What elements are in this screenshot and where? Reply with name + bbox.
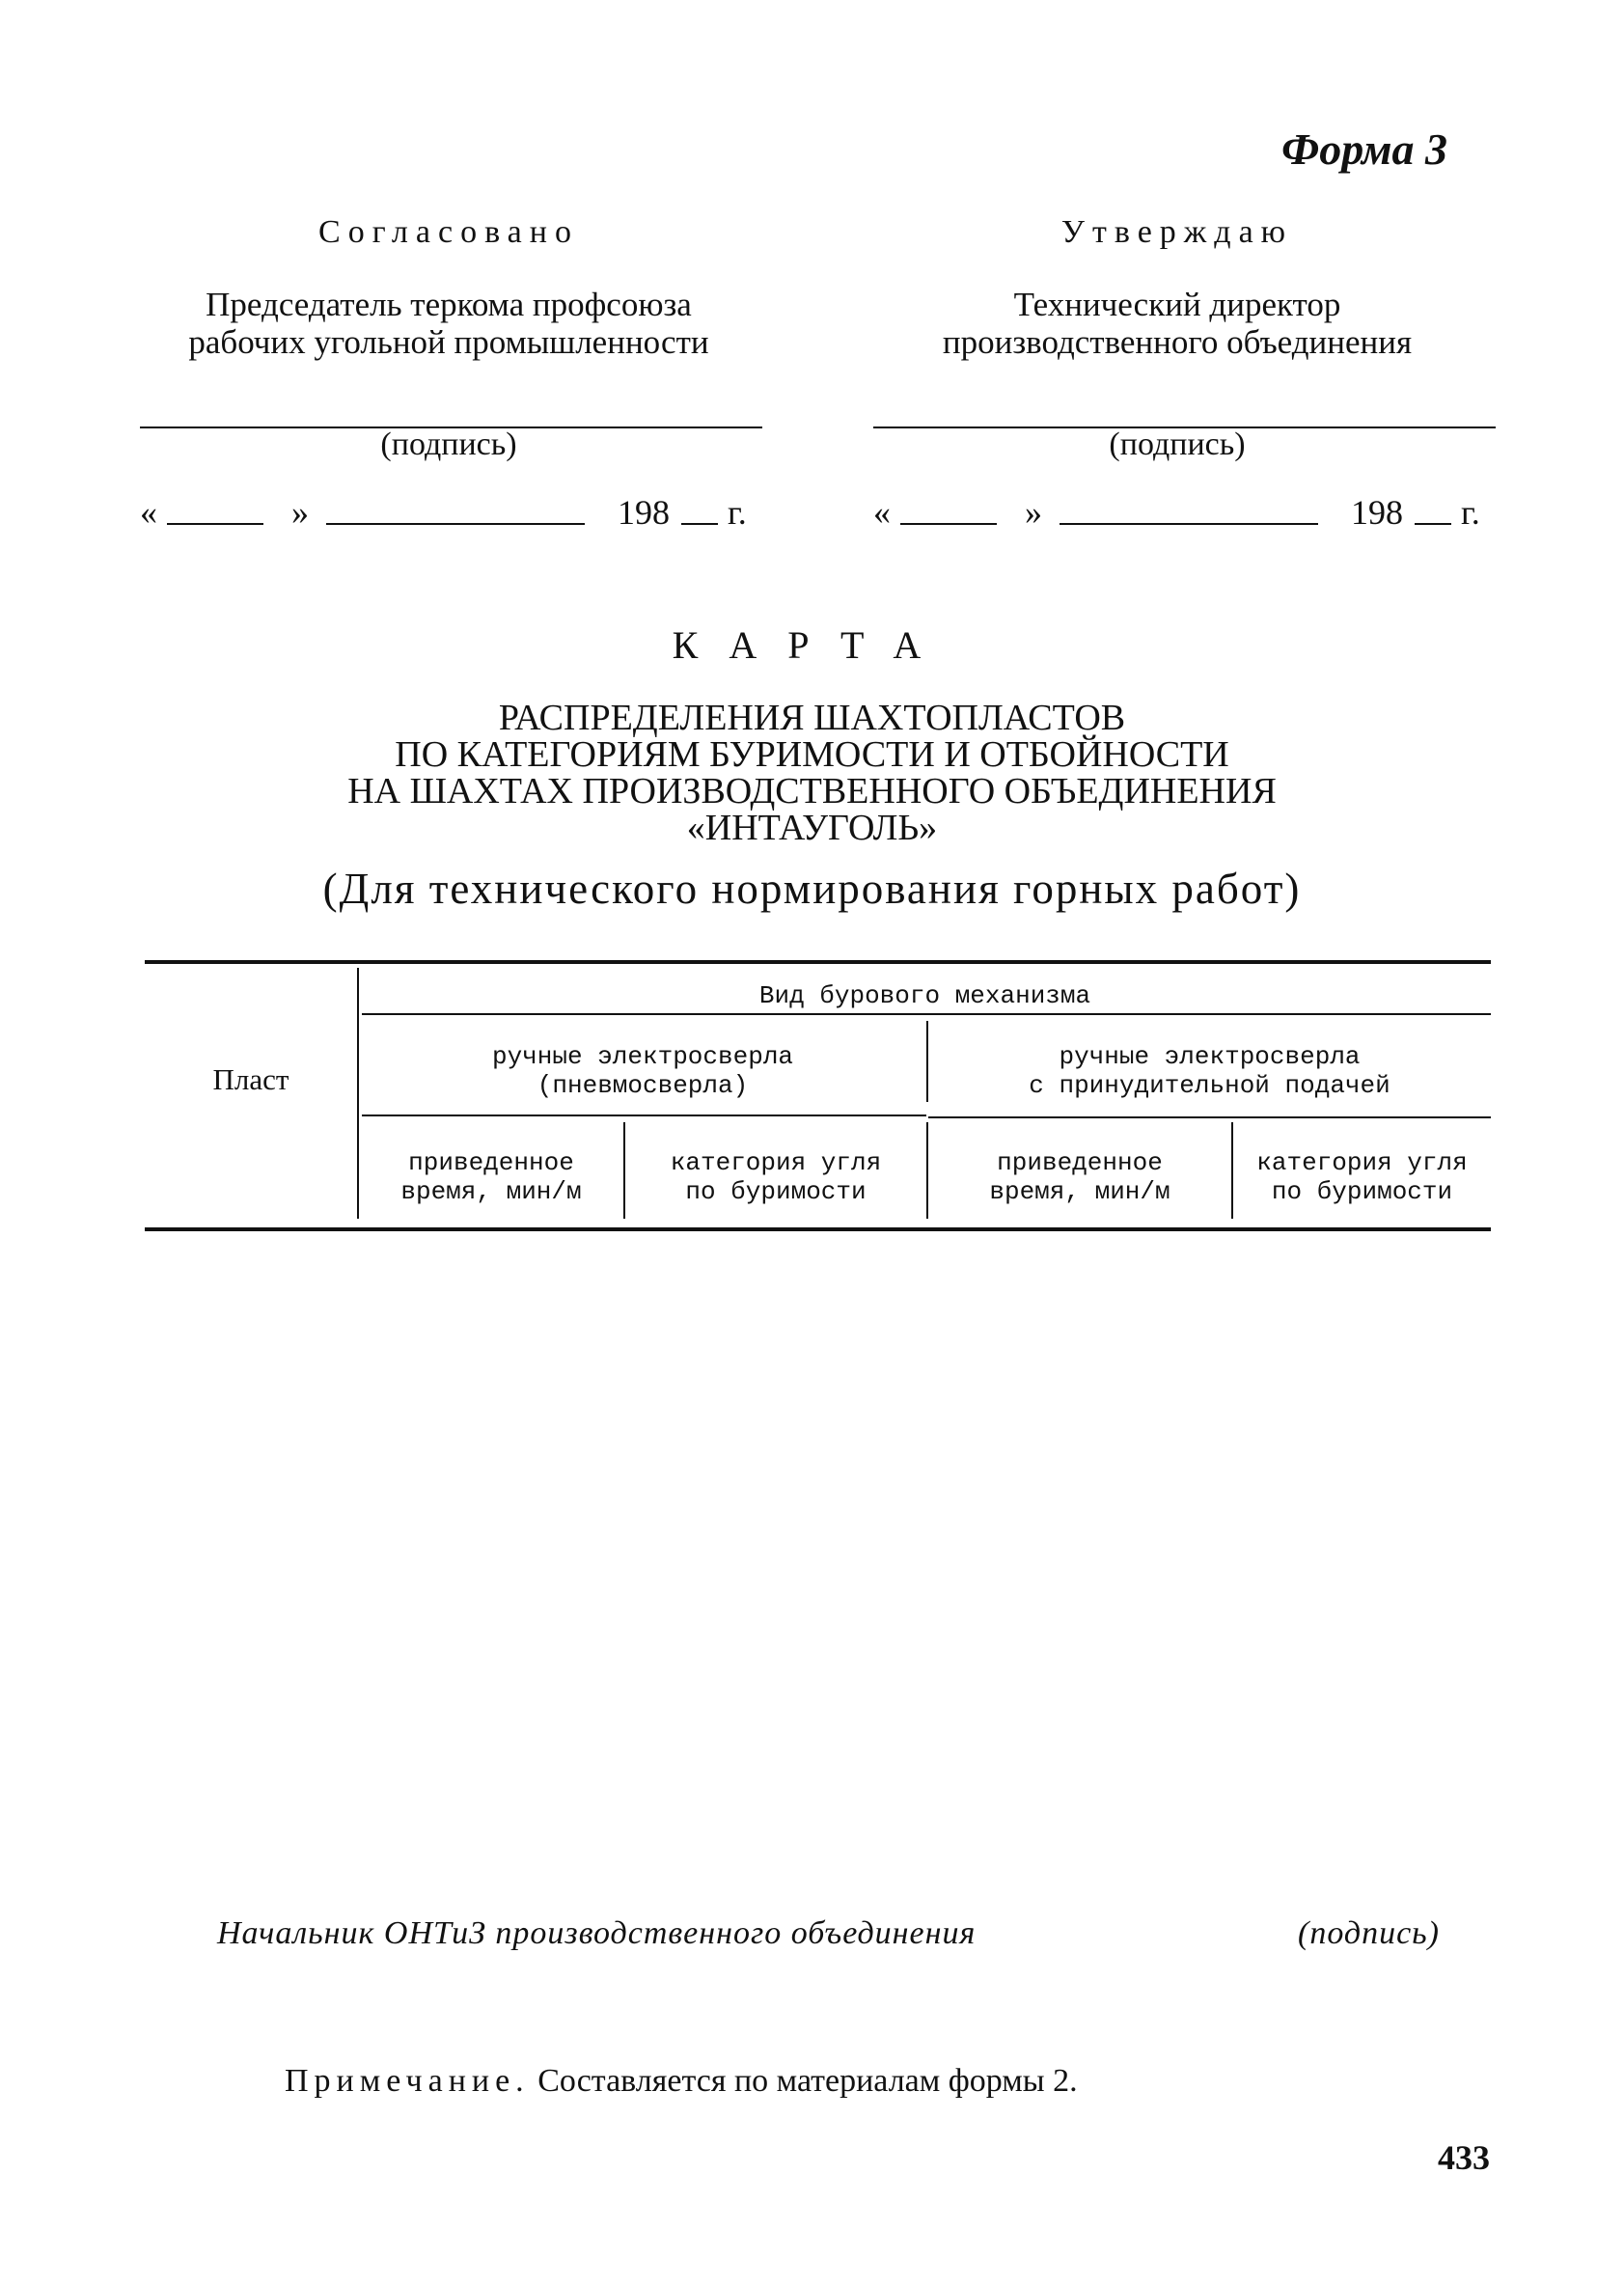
left-date-year-suffix: г. <box>728 493 747 532</box>
left-date-open-quote: « <box>140 493 157 532</box>
right-year-blank <box>1415 523 1451 525</box>
left-day-blank <box>167 523 263 525</box>
left-date-year: 198 <box>618 493 670 532</box>
column-header-time-forced <box>928 1148 1231 1206</box>
right-date-year: 198 <box>1351 493 1403 532</box>
column-header-category-manual-line1: категория угля <box>670 1148 882 1177</box>
right-position-line1: Технический директор <box>1013 286 1341 323</box>
left-year-blank <box>681 523 718 525</box>
title-line-4: «ИНТАУГОЛЬ» <box>686 808 938 848</box>
column-header-category-forced-line1: категория угля <box>1256 1148 1468 1177</box>
right-position-line2: производственного объединения <box>942 323 1413 361</box>
column-header-time-forced-line2: время, мин/м <box>989 1177 1170 1206</box>
right-date-row <box>868 490 1505 538</box>
chief-title: Начальник ОНТиЗ производственного объединения <box>217 1915 977 1951</box>
page-number: 433 <box>1438 2138 1490 2177</box>
note-text: Составляется по материалам формы 2. <box>537 2063 1078 2099</box>
subgroup-forced-feed-drills <box>928 1042 1491 1100</box>
left-date-close-quote: » <box>291 493 309 532</box>
column-header-category-forced-line2: по буримости <box>1271 1177 1453 1206</box>
title-line-3: НА ШАХТАХ ПРОИЗВОДСТВЕННОГО ОБЪЕДИНЕНИЯ <box>347 771 1277 812</box>
right-month-blank <box>1060 523 1318 525</box>
group-header-rule <box>362 1013 1491 1015</box>
subgroup-forced-feed-line1: ручные электросверла <box>1059 1042 1361 1071</box>
document-subtitle: (Для технического нормирования горных работ) <box>322 865 1302 913</box>
note <box>285 2063 1078 2100</box>
subgroup-rule-right <box>928 1116 1491 1118</box>
table-top-rule <box>145 960 1491 964</box>
note-label: Примечание. <box>285 2063 530 2099</box>
document-title-karta: КАРТА <box>672 623 952 667</box>
document-title <box>0 700 1624 846</box>
left-position-line1: Председатель теркома профсоюза <box>206 286 692 323</box>
column-header-time-manual <box>359 1148 623 1206</box>
chief-signature-caption: (подпись) <box>1298 1915 1440 1951</box>
column-header-time-forced-line1: приведенное <box>997 1148 1163 1177</box>
right-date-close-quote: » <box>1025 493 1042 532</box>
column-header-category-forced <box>1233 1148 1491 1206</box>
form-label: Форма 3 <box>1281 124 1447 174</box>
right-day-blank <box>900 523 997 525</box>
title-line-2: ПО КАТЕГОРИЯМ БУРИМОСТИ И ОТБОЙНОСТИ <box>395 734 1229 775</box>
right-signature-caption: (подпись) <box>1109 427 1246 462</box>
left-date-row <box>135 490 772 538</box>
right-date-open-quote: « <box>873 493 891 532</box>
left-signature-caption: (подпись) <box>380 427 517 462</box>
column-header-plast: Пласт <box>212 1062 289 1096</box>
left-heading: Согласовано <box>318 214 579 250</box>
right-date-year-suffix: г. <box>1461 493 1480 532</box>
subgroup-manual-drills-line2: (пневмосверла) <box>537 1071 749 1100</box>
column-header-category-manual <box>625 1148 926 1206</box>
right-heading: Утверждаю <box>1060 214 1294 250</box>
subgroup-rule-left <box>362 1114 926 1116</box>
group-header-drill-type: Вид бурового механизма <box>758 981 1091 1010</box>
column-header-time-manual-line1: приведенное <box>408 1148 574 1177</box>
subgroup-forced-feed-line2: с принудительной подачей <box>1029 1071 1390 1100</box>
subgroup-manual-drills <box>359 1042 926 1100</box>
left-month-blank <box>326 523 585 525</box>
column-header-category-manual-line2: по буримости <box>685 1177 867 1206</box>
left-position-line2: рабочих угольной промышленности <box>188 323 709 361</box>
right-position <box>859 286 1496 361</box>
table-bottom-rule <box>145 1227 1491 1231</box>
left-position <box>130 286 767 361</box>
title-line-1: РАСПРЕДЕЛЕНИЯ ШАХТОПЛАСТОВ <box>498 698 1126 738</box>
column-header-time-manual-line2: время, мин/м <box>400 1177 582 1206</box>
subgroup-manual-drills-line1: ручные электросверла <box>491 1042 794 1071</box>
